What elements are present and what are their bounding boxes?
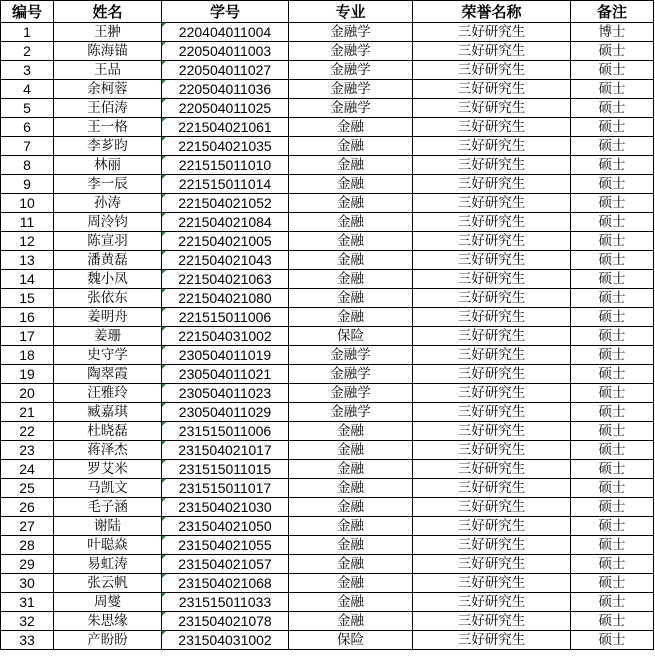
cell-name: 杜晓磊 [54,422,162,441]
cell-honor: 三好研究生 [413,213,571,232]
cell-honor: 三好研究生 [413,42,571,61]
cell-student-id: 221515011014 [162,175,289,194]
table-row [1,460,654,479]
cell-name: 余柯蓉 [54,80,162,99]
table-row [1,631,654,650]
cell-honor: 三好研究生 [413,346,571,365]
cell-note: 硕士 [571,213,654,232]
cell-name: 臧嘉琪 [54,403,162,422]
table-row [1,384,654,403]
cell-major: 金融 [289,460,413,479]
cell-student-id: 221504021005 [162,232,289,251]
cell-major: 金融 [289,593,413,612]
cell-note: 硕士 [571,99,654,118]
header-name: 姓名 [54,1,162,23]
header-student-id: 学号 [162,1,289,23]
cell-name: 魏小凤 [54,270,162,289]
cell-note: 硕士 [571,156,654,175]
cell-note: 硕士 [571,536,654,555]
cell-student-id: 221504021061 [162,118,289,137]
cell-major: 金融学 [289,365,413,384]
cell-major: 金融 [289,555,413,574]
table-row [1,403,654,422]
cell-no: 30 [1,574,54,593]
cell-note: 硕士 [571,289,654,308]
cell-student-id: 231515011017 [162,479,289,498]
cell-name: 产盼盼 [54,631,162,650]
cell-major: 金融学 [289,99,413,118]
table-row [1,498,654,517]
cell-name: 陈海锚 [54,42,162,61]
cell-name: 周泠钧 [54,213,162,232]
cell-honor: 三好研究生 [413,194,571,213]
cell-no: 22 [1,422,54,441]
cell-note: 硕士 [571,232,654,251]
cell-name: 王一格 [54,118,162,137]
cell-note: 硕士 [571,460,654,479]
cell-note: 硕士 [571,517,654,536]
table-row [1,175,654,194]
cell-name: 周燮 [54,593,162,612]
table-row [1,289,654,308]
cell-student-id: 231504021057 [162,555,289,574]
cell-honor: 三好研究生 [413,308,571,327]
cell-no: 3 [1,61,54,80]
table-row [1,479,654,498]
cell-student-id: 220504011027 [162,61,289,80]
cell-no: 21 [1,403,54,422]
cell-student-id: 221515011006 [162,308,289,327]
cell-honor: 三好研究生 [413,156,571,175]
cell-honor: 三好研究生 [413,99,571,118]
cell-major: 金融学 [289,403,413,422]
cell-major: 金融 [289,232,413,251]
cell-student-id: 230504011021 [162,365,289,384]
cell-student-id: 230504011029 [162,403,289,422]
cell-student-id: 231504021017 [162,441,289,460]
cell-name: 王佰涛 [54,99,162,118]
cell-student-id: 220504011025 [162,99,289,118]
cell-student-id: 221504021035 [162,137,289,156]
table-row [1,346,654,365]
cell-name: 蒋泽杰 [54,441,162,460]
table-row [1,308,654,327]
table-row [1,61,654,80]
cell-no: 4 [1,80,54,99]
cell-no: 17 [1,327,54,346]
cell-honor: 三好研究生 [413,23,571,42]
cell-student-id: 221504021063 [162,270,289,289]
cell-note: 硕士 [571,308,654,327]
table-body [1,23,654,650]
cell-major: 金融 [289,536,413,555]
cell-name: 姜珊 [54,327,162,346]
cell-student-id: 231515011033 [162,593,289,612]
cell-student-id: 221504021080 [162,289,289,308]
cell-no: 26 [1,498,54,517]
cell-honor: 三好研究生 [413,232,571,251]
cell-honor: 三好研究生 [413,555,571,574]
cell-major: 金融 [289,156,413,175]
cell-name: 毛子涵 [54,498,162,517]
header-note: 备注 [571,1,654,23]
cell-major: 金融 [289,251,413,270]
cell-no: 13 [1,251,54,270]
cell-honor: 三好研究生 [413,612,571,631]
cell-no: 33 [1,631,54,650]
cell-name: 王翀 [54,23,162,42]
cell-name: 潘黄磊 [54,251,162,270]
cell-no: 6 [1,118,54,137]
cell-note: 硕士 [571,403,654,422]
cell-no: 18 [1,346,54,365]
table-row [1,270,654,289]
cell-no: 25 [1,479,54,498]
cell-honor: 三好研究生 [413,175,571,194]
cell-major: 金融 [289,479,413,498]
table-row [1,251,654,270]
cell-major: 保险 [289,631,413,650]
header-row [1,1,654,23]
cell-no: 11 [1,213,54,232]
cell-note: 硕士 [571,441,654,460]
cell-honor: 三好研究生 [413,365,571,384]
cell-student-id: 231515011015 [162,460,289,479]
cell-name: 张云帆 [54,574,162,593]
cell-major: 金融 [289,574,413,593]
cell-no: 10 [1,194,54,213]
table-row [1,517,654,536]
table-row [1,612,654,631]
cell-note: 硕士 [571,270,654,289]
cell-no: 15 [1,289,54,308]
table-row [1,118,654,137]
cell-note: 硕士 [571,137,654,156]
cell-note: 硕士 [571,384,654,403]
cell-no: 20 [1,384,54,403]
cell-no: 1 [1,23,54,42]
cell-no: 29 [1,555,54,574]
cell-name: 张依东 [54,289,162,308]
cell-major: 金融 [289,213,413,232]
cell-student-id: 220404011004 [162,23,289,42]
cell-name: 叶聪焱 [54,536,162,555]
table-row [1,441,654,460]
cell-honor: 三好研究生 [413,403,571,422]
table-row [1,80,654,99]
cell-honor: 三好研究生 [413,593,571,612]
cell-note: 硕士 [571,574,654,593]
cell-student-id: 221504031002 [162,327,289,346]
cell-major: 金融学 [289,23,413,42]
cell-note: 硕士 [571,593,654,612]
cell-note: 硕士 [571,61,654,80]
cell-note: 硕士 [571,365,654,384]
cell-major: 金融学 [289,61,413,80]
table-row [1,213,654,232]
cell-student-id: 221504021043 [162,251,289,270]
table-row [1,555,654,574]
table-row [1,574,654,593]
cell-note: 硕士 [571,80,654,99]
cell-major: 金融 [289,175,413,194]
table-row [1,327,654,346]
cell-honor: 三好研究生 [413,118,571,137]
cell-note: 硕士 [571,194,654,213]
cell-no: 5 [1,99,54,118]
cell-major: 保险 [289,327,413,346]
cell-name: 朱思缘 [54,612,162,631]
cell-name: 汪雅玲 [54,384,162,403]
table-row [1,137,654,156]
cell-note: 硕士 [571,175,654,194]
table-row [1,365,654,384]
cell-major: 金融 [289,194,413,213]
cell-student-id: 220504011003 [162,42,289,61]
cell-major: 金融学 [289,42,413,61]
cell-honor: 三好研究生 [413,289,571,308]
cell-no: 28 [1,536,54,555]
cell-no: 23 [1,441,54,460]
cell-no: 31 [1,593,54,612]
cell-honor: 三好研究生 [413,422,571,441]
header-no: 编号 [1,1,54,23]
cell-no: 19 [1,365,54,384]
table-row [1,99,654,118]
cell-name: 陈宣羽 [54,232,162,251]
cell-note: 硕士 [571,251,654,270]
cell-honor: 三好研究生 [413,460,571,479]
cell-major: 金融 [289,498,413,517]
cell-name: 孙涛 [54,194,162,213]
cell-note: 硕士 [571,479,654,498]
cell-major: 金融 [289,517,413,536]
table-row [1,194,654,213]
cell-honor: 三好研究生 [413,479,571,498]
cell-note: 硕士 [571,118,654,137]
table-row [1,536,654,555]
cell-student-id: 231504031002 [162,631,289,650]
table-row [1,42,654,61]
cell-note: 硕士 [571,42,654,61]
cell-major: 金融学 [289,346,413,365]
cell-student-id: 231504021068 [162,574,289,593]
cell-name: 史守学 [54,346,162,365]
cell-major: 金融 [289,118,413,137]
cell-honor: 三好研究生 [413,441,571,460]
cell-honor: 三好研究生 [413,517,571,536]
cell-name: 罗艾米 [54,460,162,479]
cell-student-id: 231504021030 [162,498,289,517]
cell-honor: 三好研究生 [413,61,571,80]
cell-no: 24 [1,460,54,479]
cell-honor: 三好研究生 [413,80,571,99]
cell-no: 2 [1,42,54,61]
cell-student-id: 230504011023 [162,384,289,403]
cell-name: 谢陆 [54,517,162,536]
cell-student-id: 230504011019 [162,346,289,365]
header-honor: 荣誉名称 [413,1,571,23]
cell-name: 陶翠霞 [54,365,162,384]
cell-no: 32 [1,612,54,631]
cell-no: 12 [1,232,54,251]
cell-note: 博士 [571,23,654,42]
cell-honor: 三好研究生 [413,251,571,270]
table-row [1,232,654,251]
cell-major: 金融 [289,270,413,289]
cell-major: 金融 [289,308,413,327]
table-row [1,156,654,175]
cell-major: 金融 [289,137,413,156]
cell-name: 李芗昀 [54,137,162,156]
cell-honor: 三好研究生 [413,498,571,517]
cell-honor: 三好研究生 [413,574,571,593]
cell-honor: 三好研究生 [413,536,571,555]
table-row [1,23,654,42]
cell-student-id: 221504021084 [162,213,289,232]
cell-note: 硕士 [571,327,654,346]
cell-name: 王品 [54,61,162,80]
cell-major: 金融 [289,422,413,441]
cell-major: 金融学 [289,80,413,99]
cell-major: 金融 [289,441,413,460]
cell-note: 硕士 [571,612,654,631]
cell-student-id: 231515011006 [162,422,289,441]
cell-note: 硕士 [571,498,654,517]
cell-no: 7 [1,137,54,156]
cell-no: 27 [1,517,54,536]
cell-name: 马凯文 [54,479,162,498]
cell-honor: 三好研究生 [413,327,571,346]
cell-student-id: 231504021078 [162,612,289,631]
header-major: 专业 [289,1,413,23]
cell-name: 姜明舟 [54,308,162,327]
cell-major: 金融学 [289,384,413,403]
cell-honor: 三好研究生 [413,137,571,156]
cell-student-id: 231504021050 [162,517,289,536]
cell-no: 9 [1,175,54,194]
cell-note: 硕士 [571,346,654,365]
cell-note: 硕士 [571,555,654,574]
cell-name: 李一辰 [54,175,162,194]
cell-student-id: 221504021052 [162,194,289,213]
cell-note: 硕士 [571,631,654,650]
cell-no: 16 [1,308,54,327]
cell-honor: 三好研究生 [413,270,571,289]
cell-student-id: 231504021055 [162,536,289,555]
cell-name: 易虹涛 [54,555,162,574]
cell-student-id: 220504011036 [162,80,289,99]
cell-no: 8 [1,156,54,175]
cell-major: 金融 [289,612,413,631]
table-row [1,593,654,612]
cell-honor: 三好研究生 [413,631,571,650]
cell-no: 14 [1,270,54,289]
table-row [1,422,654,441]
cell-honor: 三好研究生 [413,384,571,403]
cell-student-id: 221515011010 [162,156,289,175]
cell-major: 金融 [289,289,413,308]
cell-name: 林丽 [54,156,162,175]
cell-note: 硕士 [571,422,654,441]
